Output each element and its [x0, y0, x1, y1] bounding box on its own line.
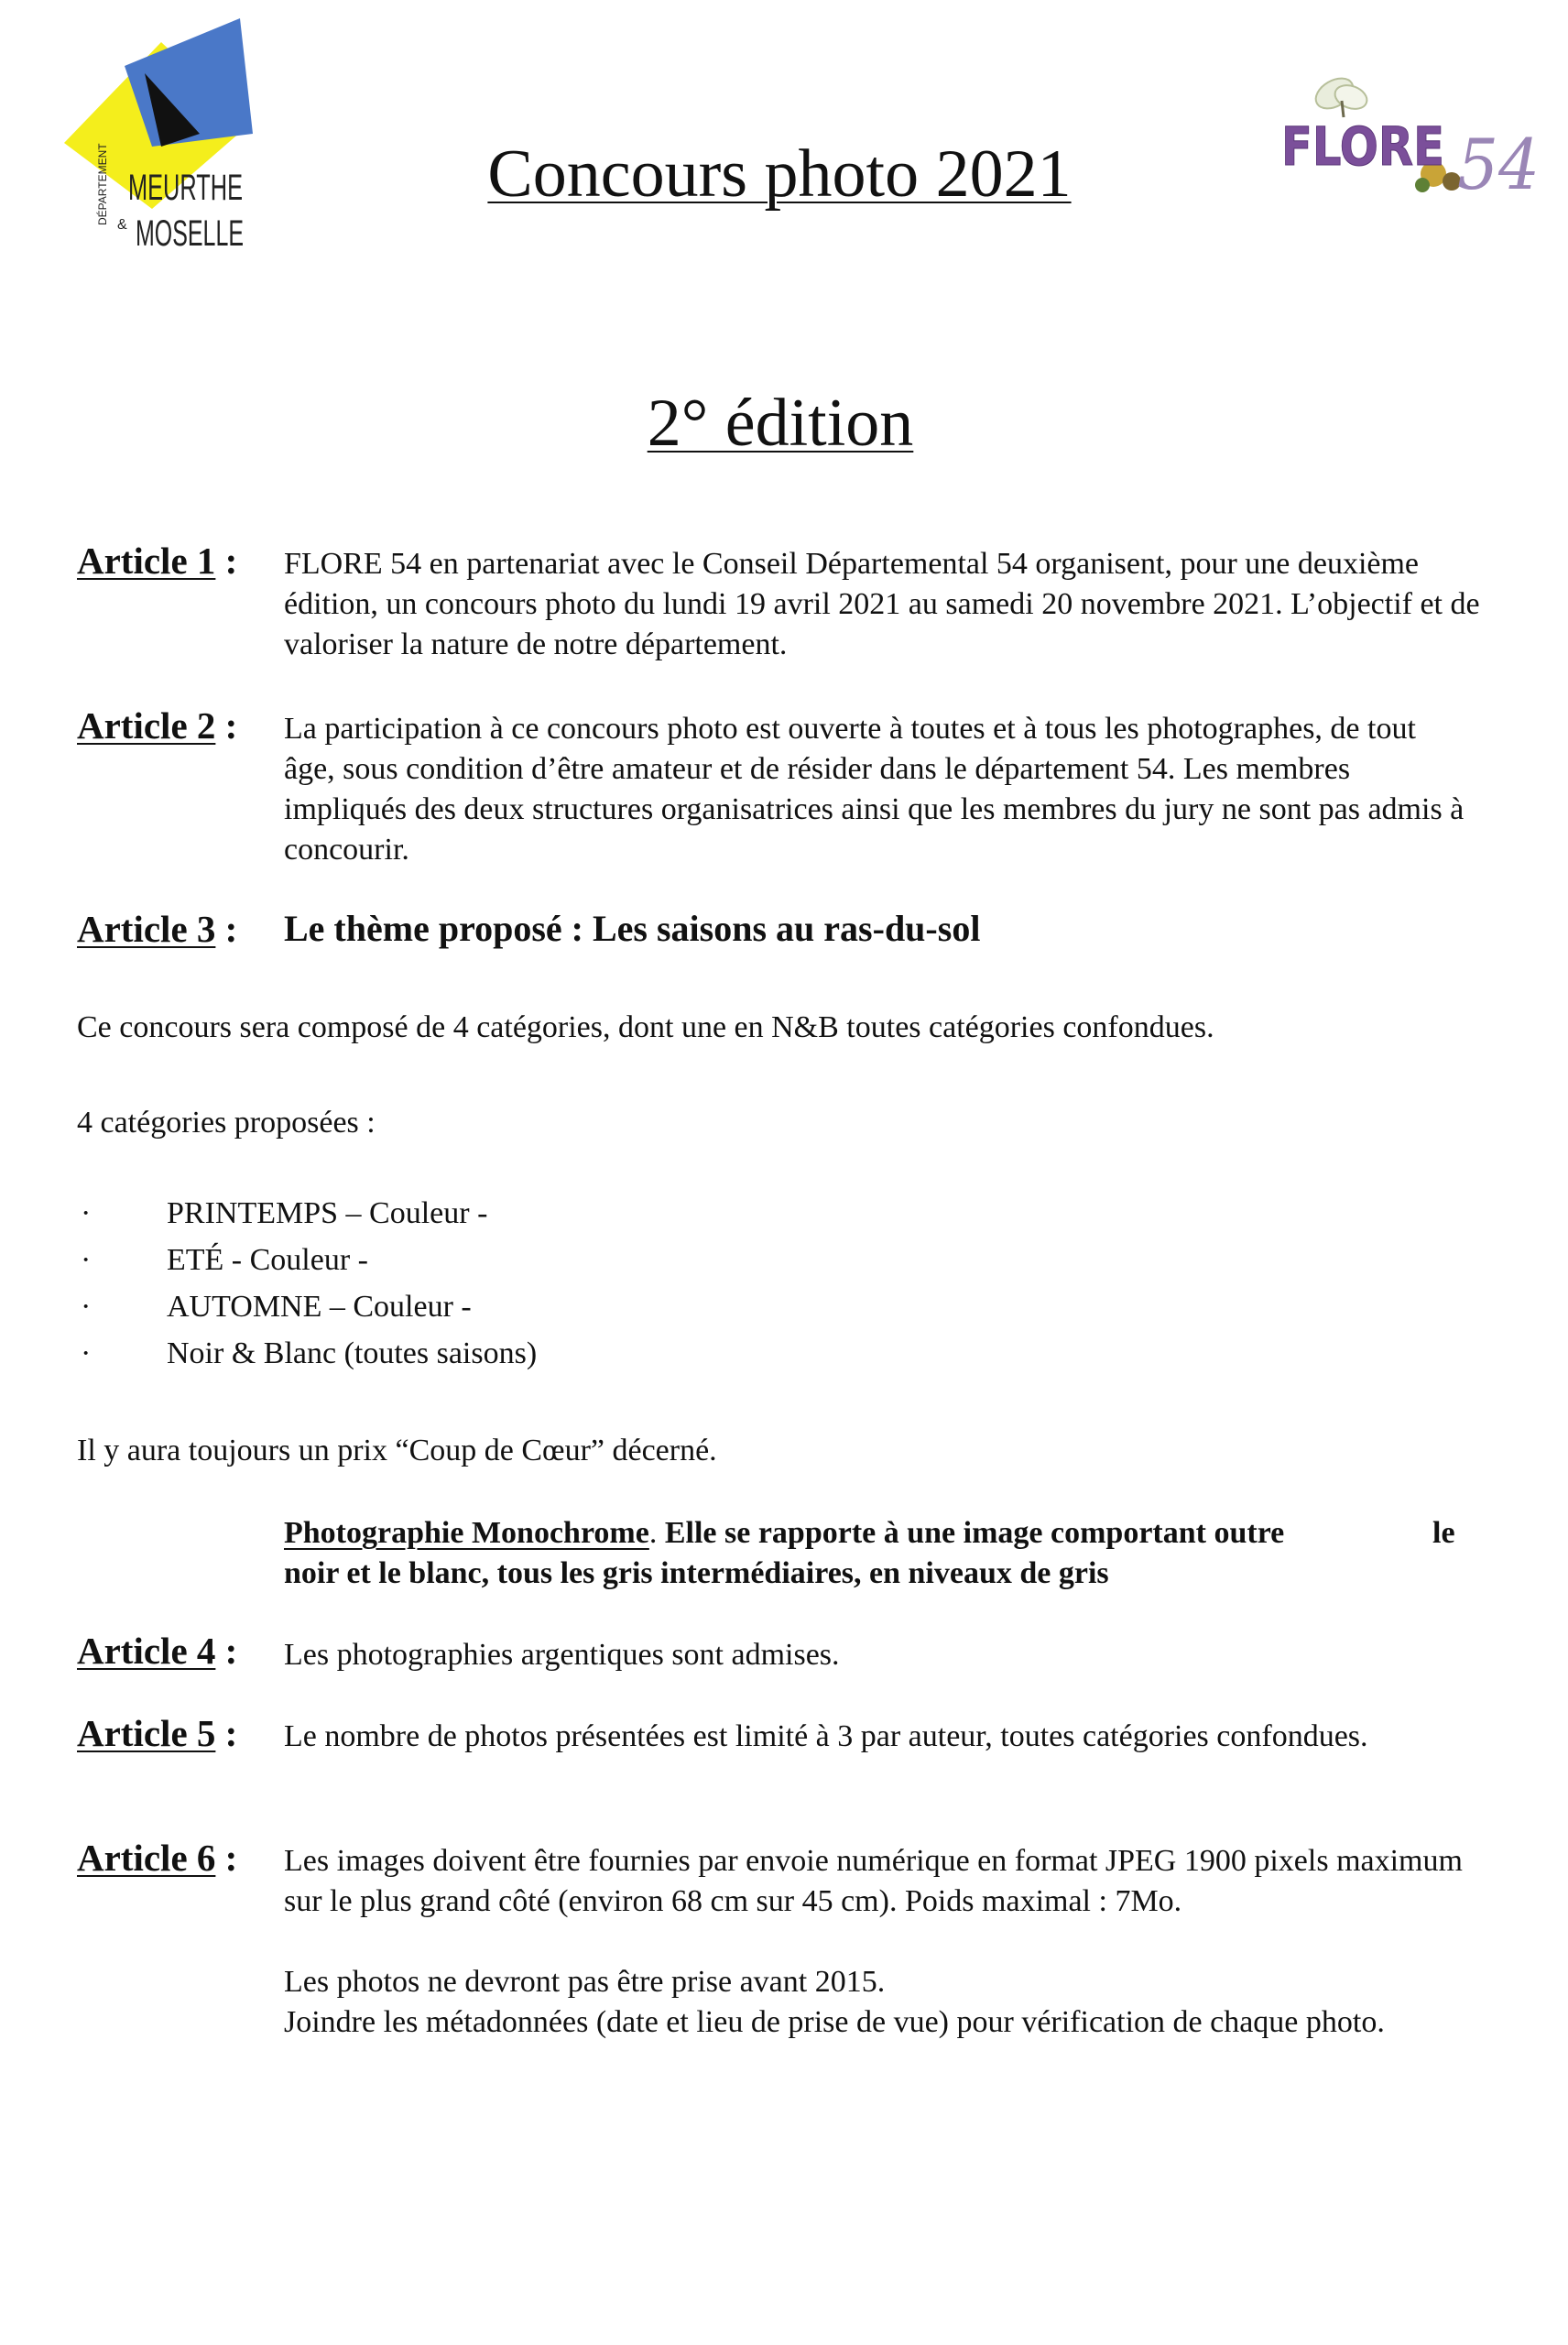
logo-side-text: DÉPARTEMENT: [96, 143, 109, 225]
article-2-label-text: Article 2: [77, 704, 216, 747]
article-3-label-text: Article 3: [77, 908, 216, 950]
article-1-label-text: Article 1: [77, 540, 216, 582]
category-item: ETÉ - Couleur -: [167, 1243, 368, 1277]
article-4-colon: :: [215, 1630, 238, 1672]
article-2-colon: :: [215, 704, 238, 747]
article-5-label: [77, 1711, 237, 1755]
edition-heading: [0, 385, 1568, 463]
bullet-dot: ·: [81, 1336, 92, 1370]
article-5-label-text: Article 5: [77, 1712, 216, 1754]
monochrome-period: .: [648, 1516, 658, 1550]
page-title-text: Concours photo 2021: [487, 136, 1072, 212]
article-6-label-text: Article 6: [77, 1837, 216, 1879]
category-item: Noir & Blanc (toutes saisons): [167, 1336, 538, 1370]
bullet-dot: ·: [81, 1196, 92, 1230]
monochrome-line-2: noir et le blanc, tous les gris intermédiaires, en niveaux de gris: [284, 1556, 1109, 1590]
article-1-text: FLORE 54 en partenariat avec le Conseil Départemental 54 organisent, pour une deuxième édition, un concours photo du lundi 19 avril 2021 au samedi 20 novembre 2021. L’objectif et de valoriser la nature de notre département.: [284, 547, 1480, 661]
prize-text: Il y aura toujours un prix “Coup de Cœur” décerné.: [77, 1434, 717, 1467]
article-3-label: [77, 907, 237, 951]
flore-logo-text: FLORE: [1281, 115, 1444, 178]
monochrome-line1-end: le: [1432, 1516, 1455, 1550]
article-5-text: Le nombre de photos présentées est limité à 3 par auteur, toutes catégories confondues.: [284, 1719, 1368, 1753]
article-4-label-text: Article 4: [77, 1630, 216, 1672]
article-3-theme: Le thème proposé : Les saisons au ras-du-sol: [284, 908, 981, 949]
article-4-label: [77, 1629, 237, 1673]
monochrome-note: [284, 1513, 1530, 1594]
categories-intro: Ce concours sera composé de 4 catégories, dont une en N&B toutes catégories confondues.: [77, 1010, 1214, 1044]
monochrome-line1-text: Elle se rapporte à une image comportant outre: [657, 1516, 1285, 1550]
article-6-extra: [284, 1962, 1429, 2043]
article-6-label: [77, 1836, 237, 1880]
category-item: PRINTEMPS – Couleur -: [167, 1196, 488, 1230]
logo-line1: MEURTHE: [128, 168, 243, 208]
article-4-text: Les photographies argentiques sont admises.: [284, 1638, 840, 1672]
article-1-label: [77, 539, 237, 583]
article-5-colon: :: [215, 1712, 238, 1754]
article-6-extra-line-1: Les photos ne devront pas être prise avant 2015.: [284, 1965, 886, 1999]
article-2-label: [77, 704, 237, 747]
page-title: [0, 136, 1568, 213]
article-1-colon: :: [215, 540, 238, 582]
monochrome-term: Photographie Monochrome: [284, 1516, 649, 1550]
logo-line2: MOSELLE: [136, 213, 244, 254]
article-6-colon: :: [215, 1837, 238, 1879]
categories-list-title: 4 catégories proposées :: [77, 1106, 376, 1140]
logo-amp: &: [117, 217, 127, 233]
category-item: AUTOMNE – Couleur -: [167, 1290, 472, 1324]
bullet-dot: ·: [81, 1243, 92, 1277]
article-3-colon: :: [215, 908, 238, 950]
flore-logo-number: 54: [1457, 124, 1540, 205]
edition-heading-text: 2° édition: [647, 386, 914, 461]
article-6-text: Les images doivent être fournies par envoie numérique en format JPEG 1900 pixels maximum sur le plus grand côté (environ 68 cm sur 45 cm). Poids maximal : 7Mo.: [284, 1844, 1463, 1918]
bullet-dot: ·: [81, 1290, 92, 1324]
article-6-extra-line-2: Joindre les métadonnées (date et lieu de prise de vue) pour vérification de chaque photo.: [284, 2005, 1385, 2039]
monochrome-line-1: [284, 1513, 1530, 1554]
article-2-text: La participation à ce concours photo est ouverte à toutes et à tous les photographes, de tout âge, sous condition d’être amateur et de résider dans le département 54. Les membres impliqués des deux structures organisatrices ainsi que les membres du jury ne sont pas admis à concourir.: [284, 712, 1465, 867]
